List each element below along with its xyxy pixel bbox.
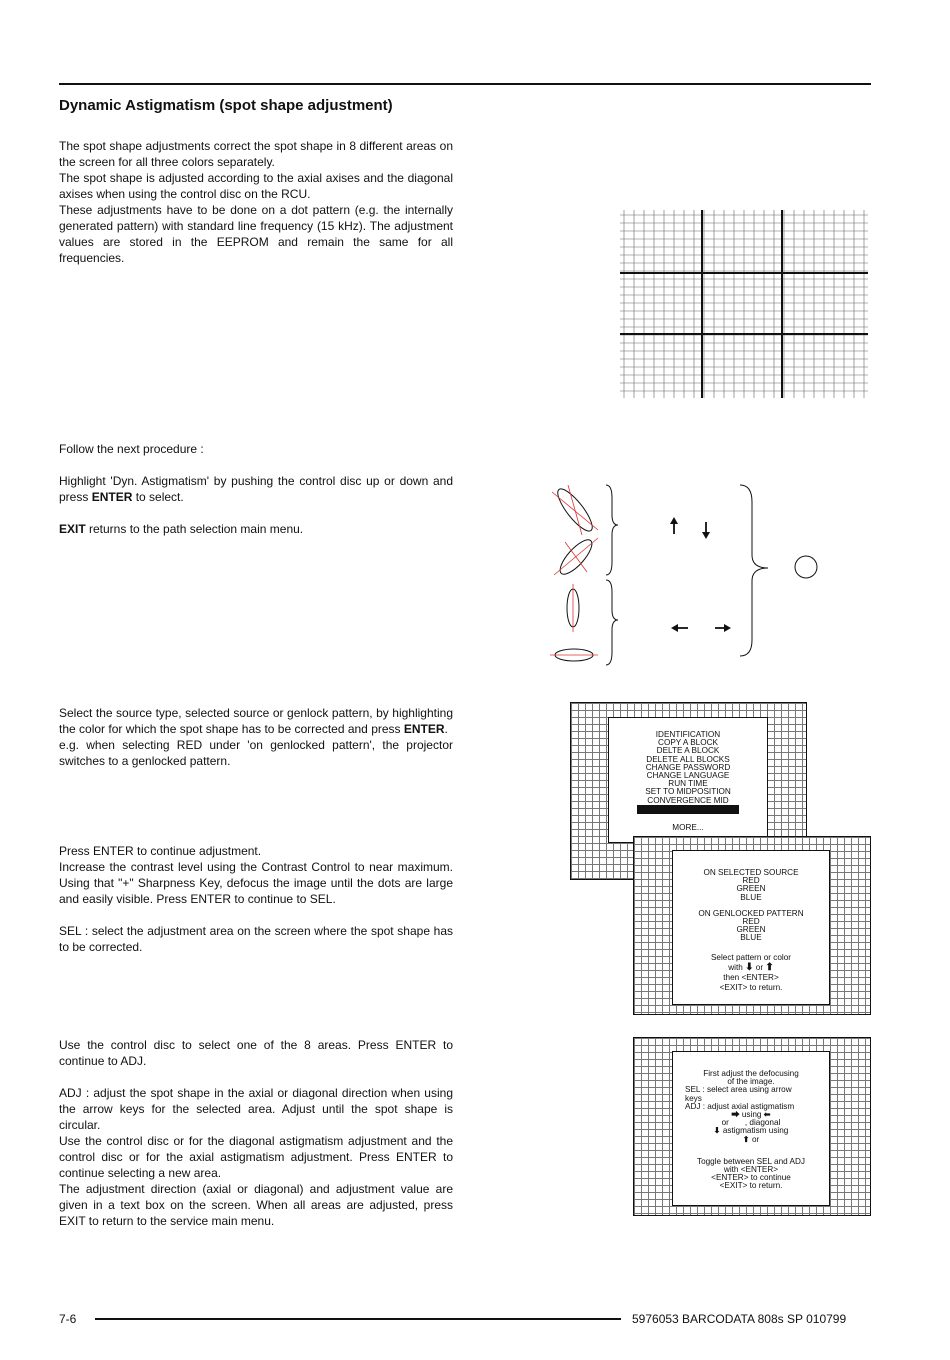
intro-line-3: These adjustments have to be done on a dot pattern (e.g. the internally generated pattern) with standard line frequency (15 kHz). The adjustment values are stored in the EEPROM and remain the same for all frequencies. bbox=[59, 203, 453, 265]
help-line: of the image. bbox=[727, 1077, 775, 1087]
brace-1 bbox=[606, 485, 618, 575]
help-line-arrows-diagonal: ⬇ astigmatism using bbox=[713, 1126, 789, 1136]
arrow-up-icon: ⬆ bbox=[765, 961, 774, 973]
document-id: 5976053 BARCODATA 808s SP 010799 bbox=[632, 1312, 847, 1326]
menu-item[interactable]: DELTE A BLOCK bbox=[656, 746, 720, 756]
menu-box-1 bbox=[608, 717, 768, 843]
top-rule bbox=[59, 83, 871, 85]
select-line-2: e.g. when selecting RED under 'on genlocked pattern', the projector switches to a genlocked pattern. bbox=[59, 738, 453, 768]
menu-box-3 bbox=[672, 1051, 830, 1206]
source-blue[interactable]: BLUE bbox=[740, 892, 762, 902]
menu-screen-2 bbox=[633, 836, 871, 1015]
use-line-1: Use the control disc to select one of the 8 areas. Press ENTER to continue to ADJ. bbox=[59, 1038, 453, 1068]
genlock-blue[interactable]: BLUE bbox=[740, 933, 762, 943]
arrow-down-icon: ⬇ bbox=[745, 961, 754, 973]
menu-box-2 bbox=[672, 850, 830, 1005]
arrow-left-icon: ⬅ bbox=[763, 1110, 771, 1120]
genlock-green[interactable]: GREEN bbox=[736, 925, 766, 935]
instruction-3: then <ENTER> bbox=[723, 972, 779, 982]
menu-item[interactable]: CHANGE LANGUAGE bbox=[646, 771, 730, 781]
genlock-title: ON GENLOCKED PATTERN bbox=[698, 908, 804, 918]
menu-item[interactable]: RUN TIME bbox=[668, 779, 708, 789]
press-line-3: SEL : select the adjustment area on the screen where the spot shape has to be corrected. bbox=[59, 924, 453, 954]
menu-item[interactable]: SET TO MIDPOSITION bbox=[645, 787, 731, 797]
spot-shape-figure bbox=[540, 480, 830, 670]
brace-big bbox=[740, 485, 768, 656]
help-line: ⬆ or bbox=[742, 1134, 760, 1144]
instruction-2: with ⬇ or ⬆ bbox=[728, 961, 774, 973]
procedure-highlight: Highlight 'Dyn. Astigmatism' by pushing the control disc up or down and press ENTER to select. bbox=[59, 474, 453, 504]
help-line: ADJ : adjust axial astigmatism bbox=[685, 1101, 795, 1111]
help-line: with <ENTER> bbox=[723, 1165, 779, 1175]
procedure-follow: Follow the next procedure : bbox=[59, 442, 204, 456]
help-line: First adjust the defocusing bbox=[703, 1069, 799, 1078]
circle-spot bbox=[795, 556, 817, 578]
arrow-up-icon: ⬆ bbox=[742, 1134, 750, 1144]
use-text bbox=[59, 1037, 453, 1229]
page-number: 7-6 bbox=[59, 1312, 77, 1326]
use-line-2: ADJ : adjust the spot shape in the axial or diagonal direction when using the arrow keys for the selected area. Adjust until the spot shape is circular. bbox=[59, 1086, 453, 1132]
brace-2 bbox=[606, 580, 618, 665]
menu-item[interactable]: CHANGE PASSWORD bbox=[645, 762, 731, 772]
help-line: or , diagonal bbox=[721, 1118, 781, 1128]
instruction-1: Select pattern or color bbox=[710, 952, 792, 962]
menu-item[interactable]: COPY A BLOCK bbox=[658, 738, 718, 748]
help-line: keys bbox=[685, 1093, 702, 1103]
arrow-down-icon: ⬇ bbox=[713, 1126, 721, 1136]
menu-item[interactable]: CONVERGENCE MID bbox=[647, 795, 729, 805]
select-text bbox=[59, 705, 453, 769]
intro-line-2: The spot shape is adjusted according to the axial axises and the diagonal axises when using the control disc on the RCU. bbox=[59, 171, 453, 201]
source-title: ON SELECTED SOURCE bbox=[703, 868, 799, 877]
menu-item[interactable]: DELETE ALL BLOCKS bbox=[646, 754, 730, 764]
use-line-4: The adjustment direction (axial or diagonal) and adjustment value are given in a text box on the screen. When all areas are adjusted, press EXIT to return to the service main menu. bbox=[59, 1182, 453, 1228]
help-line: <EXIT> to return. bbox=[719, 1181, 783, 1191]
procedure-exit: EXIT returns to the path selection main menu. bbox=[59, 522, 304, 536]
genlock-red[interactable]: RED bbox=[742, 917, 760, 927]
section-heading: Dynamic Astigmatism (spot shape adjustment) bbox=[59, 97, 393, 114]
help-line-arrows-axial: ⮕ using ⬅ bbox=[731, 1110, 771, 1120]
help-line: <ENTER> to continue bbox=[711, 1173, 791, 1183]
menu-1-list bbox=[609, 731, 767, 832]
intro-line-1: The spot shape adjustments correct the spot shape in 8 different areas on the screen for all three colors separately. bbox=[59, 139, 453, 169]
instruction-4: <EXIT> to return. bbox=[719, 982, 783, 992]
menu-screen-3 bbox=[633, 1037, 871, 1216]
menu-item[interactable]: IDENTIFICATION bbox=[655, 730, 721, 739]
use-line-3: Use the control disc or for the diagonal astigmatism adjustment and the control disc or for the axial astigmatism adjustment. Press ENTER to continue selecting a new area. bbox=[59, 1134, 453, 1180]
help-line: Toggle between SEL and ADJ bbox=[696, 1156, 806, 1166]
menu-selected-bar[interactable] bbox=[637, 805, 739, 814]
source-green[interactable]: GREEN bbox=[736, 884, 766, 894]
press-line-2: Increase the contrast level using the Contrast Control to near maximum. Using that "+" Sharpness Key, defocus the image until the dots are large and easily visible. Press ENTER to continue to SEL. bbox=[59, 860, 453, 906]
procedure-text bbox=[59, 441, 453, 537]
source-red[interactable]: RED bbox=[742, 876, 760, 886]
grid-pattern-figure bbox=[620, 210, 868, 398]
intro-text bbox=[59, 138, 453, 266]
press-line-1: Press ENTER to continue adjustment. bbox=[59, 844, 262, 858]
help-line: SEL : select area using arrow bbox=[685, 1085, 792, 1095]
press-text bbox=[59, 843, 453, 955]
footer-rule bbox=[95, 1318, 621, 1320]
arrow-right-icon: ⮕ bbox=[731, 1110, 740, 1120]
select-line-1: Select the source type, selected source or genlock pattern, by highlighting the color for which the spot shape has to be corrected and press ENTER. bbox=[59, 706, 453, 736]
menu-more[interactable]: MORE... bbox=[672, 822, 704, 832]
